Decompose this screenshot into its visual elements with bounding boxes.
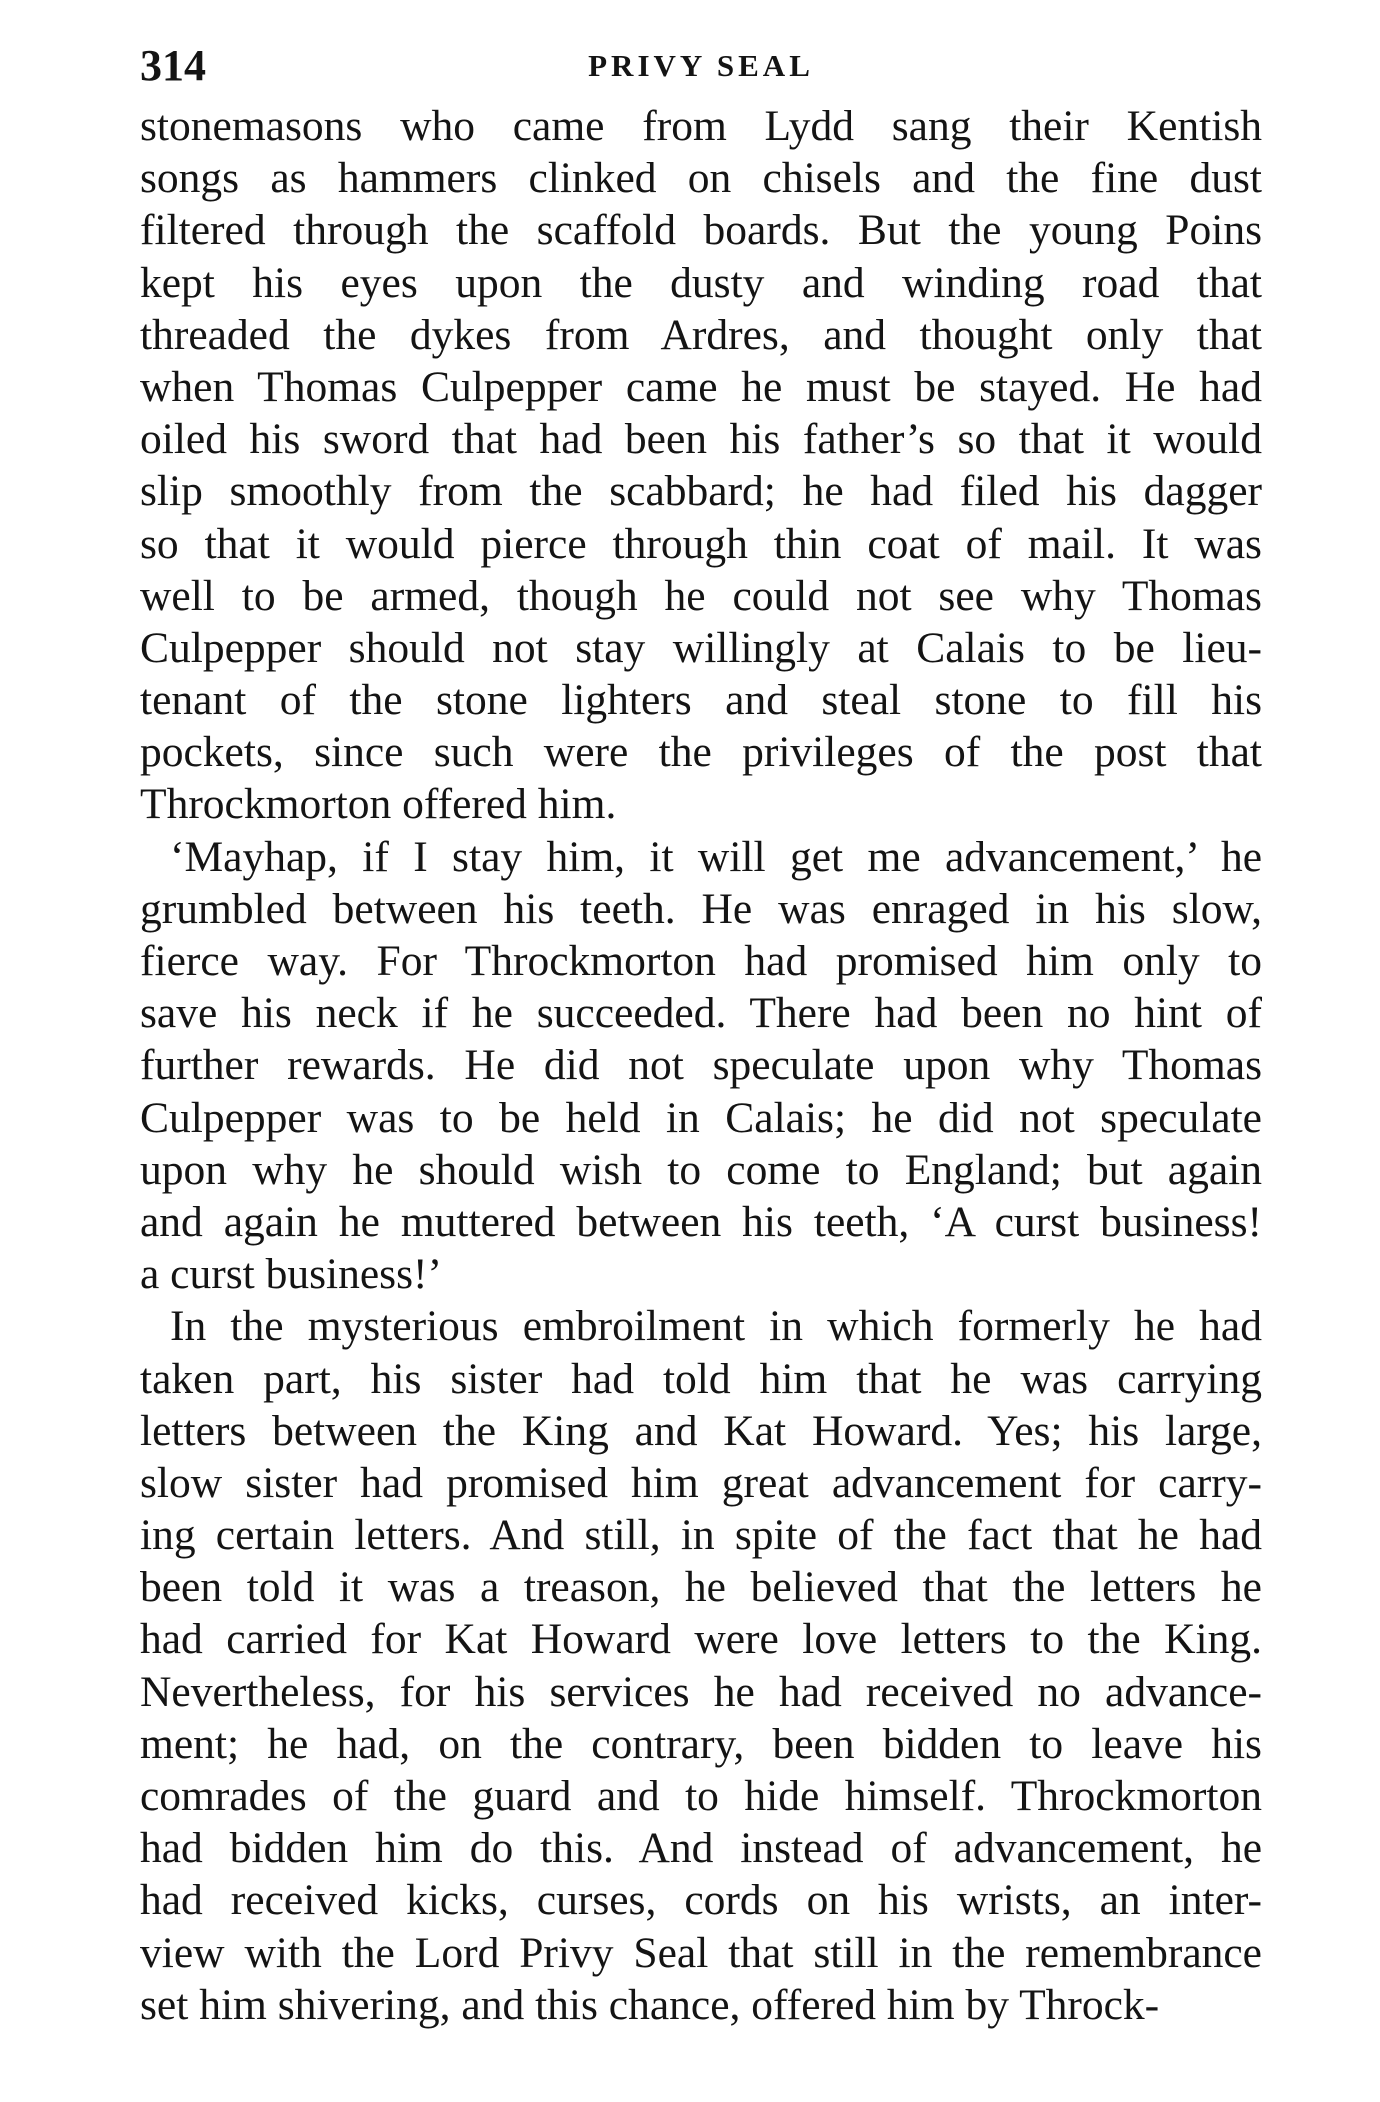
- text-line: slow sister had promised him great advancement for carry-: [140, 1458, 1262, 1507]
- text-line: kept his eyes upon the dusty and winding road that: [140, 258, 1262, 307]
- text-line: letters between the King and Kat Howard. Yes; his large,: [140, 1406, 1262, 1455]
- text-line: threaded the dykes from Ardres, and thought only that: [140, 310, 1262, 359]
- text-line: so that it would pierce through thin coat of mail. It was: [140, 519, 1262, 568]
- text-line: and again he muttered between his teeth, ‘A curst business!: [140, 1197, 1262, 1246]
- page-header: [140, 36, 1262, 96]
- paragraph: [140, 100, 1262, 831]
- text-line: ing certain letters. And still, in spite of the fact that he had: [140, 1511, 1262, 1560]
- text-line: grumbled between his teeth. He was enraged in his slow,: [140, 884, 1262, 933]
- text-line: In the mysterious embroilment in which formerly he had: [170, 1302, 1262, 1351]
- text-line: Culpepper should not stay willingly at Calais to be lieu-: [140, 623, 1262, 672]
- text-line: ment; he had, on the contrary, been bidden to leave his: [140, 1719, 1262, 1768]
- text-line: filtered through the scaffold boards. But the young Poins: [140, 206, 1262, 255]
- text-line: comrades of the guard and to hide himself. Throckmorton: [140, 1772, 1262, 1820]
- text-line: fierce way. For Throckmorton had promised him only to: [140, 937, 1262, 985]
- text-line: well to be armed, though he could not see why Thomas: [140, 571, 1262, 620]
- text-line: when Thomas Culpepper came he must be stayed. He had: [140, 362, 1262, 411]
- text-line: been told it was a treason, he believed that the letters he: [140, 1563, 1262, 1612]
- text-line: set him shivering, and this chance, offered him by Throck-: [140, 1980, 1160, 2029]
- text-line: upon why he should wish to come to England; but again: [140, 1145, 1262, 1194]
- text-line: slip smoothly from the scabbard; he had filed his dagger: [140, 467, 1262, 516]
- text-line: tenant of the stone lighters and steal stone to fill his: [140, 676, 1262, 725]
- body-text: [140, 100, 1262, 2031]
- text-line: ‘Mayhap, if I stay him, it will get me advancement,’ he: [170, 832, 1262, 881]
- text-line: had bidden him do this. And instead of advancement, he: [140, 1824, 1262, 1873]
- running-title: PRIVY SEAL: [588, 48, 814, 83]
- text-line: had carried for Kat Howard were love letters to the King.: [140, 1615, 1262, 1664]
- text-line: pockets, since such were the privileges of the post that: [140, 728, 1262, 777]
- text-line: a curst business!’: [140, 1250, 443, 1299]
- paragraph: [140, 1300, 1262, 2031]
- text-line: stonemasons who came from Lydd sang their Kentish: [140, 102, 1262, 150]
- text-line: Nevertheless, for his services he had received no advance-: [140, 1667, 1262, 1716]
- text-line: view with the Lord Privy Seal that still in the remembrance: [140, 1928, 1262, 1977]
- text-line: save his neck if he succeeded. There had been no hint of: [140, 989, 1262, 1038]
- text-line: oiled his sword that had been his father’s so that it would: [140, 415, 1262, 464]
- text-line: further rewards. He did not speculate upon why Thomas: [140, 1041, 1262, 1090]
- text-line: Culpepper was to be held in Calais; he did not speculate: [140, 1093, 1262, 1142]
- text-line: had received kicks, curses, cords on his wrists, an inter-: [140, 1876, 1262, 1925]
- text-line: taken part, his sister had told him that he was carrying: [140, 1354, 1262, 1403]
- text-line: songs as hammers clinked on chisels and the fine dust: [140, 154, 1262, 203]
- paragraph: [140, 831, 1262, 1301]
- page-number: 314: [140, 41, 206, 90]
- text-line: Throckmorton offered him.: [140, 780, 617, 829]
